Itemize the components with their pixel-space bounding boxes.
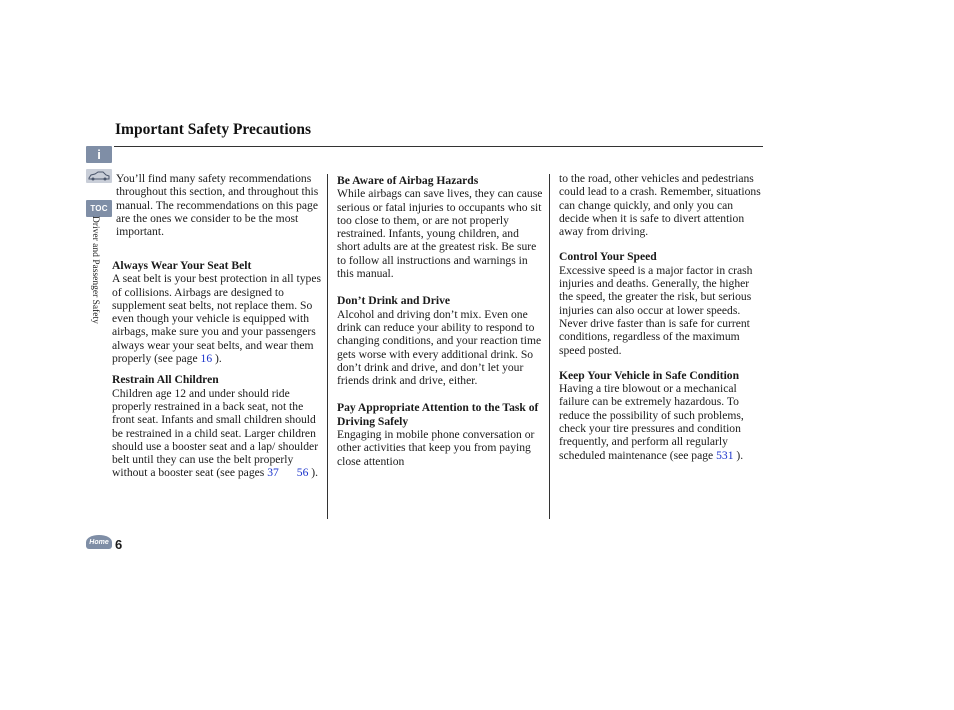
restrain-children-paragraph — [112, 387, 322, 480]
drink-paragraph: Alcohol and driving don’t mix. Even one drink can reduce your ability to respond to changing conditions, and your reaction time gets worse with every additional drink. So don’t drink and drive, and don’t let your friends drink and drive, either. — [337, 307, 542, 388]
seat-belt-end: ). — [212, 352, 222, 366]
vehicle-condition-paragraph — [559, 382, 765, 462]
restrain-children-heading: Restrain All Children — [112, 373, 219, 387]
attention-heading: Pay Appropriate Attention to the Task of Driving Safely — [337, 401, 539, 428]
home-label: Home — [89, 538, 109, 546]
toc-label: TOC — [90, 204, 108, 213]
seat-belt-text: A seat belt is your best protection in all types of collisions. Airbags are designed to supplement seat belts, not replace them. So even though your vehicle is equipped with airbags, make sure you and your passengers always wear your seat belts, and wear them properly (see page — [112, 272, 321, 366]
attention-continued: to the road, other vehicles and pedestrians could lead to a crash. Remember, situations can change quickly, and only you can decide when it is safe to divert attention away from driving. — [559, 172, 761, 239]
page-link-37[interactable]: 37 — [267, 466, 279, 480]
info-icon[interactable] — [86, 146, 112, 163]
section-label: Driver and Passenger Safety — [90, 216, 100, 324]
children-text: Children age 12 and under should ride properly restrained in a back seat, not the front seat. Infants and small children should be restrained in a child seat. Larger children should use a booster seat and a lap/ shoulder belt until they can use the belt properly without a booster seat (see pages — [112, 386, 319, 480]
seat-belt-paragraph — [112, 272, 322, 365]
title-divider — [114, 146, 763, 147]
vehicle-condition-heading: Keep Your Vehicle in Safe Condition — [559, 368, 740, 382]
info-glyph: i — [97, 147, 101, 162]
page-link-56[interactable]: 56 — [296, 466, 309, 480]
attention-paragraph: Engaging in mobile phone conversation or other activities that keep you from paying close attention — [337, 428, 535, 468]
column-divider-2 — [549, 174, 550, 519]
vehicle-end: ). — [733, 448, 744, 462]
page-number: 6 — [115, 537, 123, 552]
intro-paragraph: You’ll find many safety recommendations throughout this section, and throughout this manual. The recommendations on this page are the ones we consider to be the most important. — [116, 172, 319, 239]
drink-heading: Don’t Drink and Drive — [337, 294, 451, 308]
vehicle-text: Having a tire blowout or a mechanical failure can be extremely hazardous. To reduce the possibility of such problems, check your tire pressures and condition frequently, and perform all regularly scheduled maintenance (see page — [559, 382, 744, 462]
intro-text — [116, 172, 322, 238]
column-1 — [112, 259, 322, 480]
toc-button[interactable] — [86, 200, 112, 217]
page-link-16[interactable]: 16 — [200, 352, 213, 366]
speed-heading: Control Your Speed — [559, 250, 657, 264]
car-icon[interactable] — [86, 169, 112, 183]
home-button[interactable] — [86, 535, 112, 549]
page-link-531[interactable]: 531 — [716, 448, 734, 462]
column-divider-1 — [327, 174, 328, 519]
airbag-heading: Be Aware of Airbag Hazards — [337, 174, 479, 187]
column-3 — [559, 172, 765, 462]
children-end: ). — [308, 466, 319, 480]
car-silhouette-icon — [88, 171, 110, 181]
column-2 — [337, 174, 543, 468]
page-title: Important Safety Precautions — [115, 121, 312, 138]
airbag-paragraph: While airbags can save lives, they can cause serious or fatal injuries to occupants who sit too close to them, or are not properly restrained. Infants, young children, and short adults are at the greatest risk. Be sure to follow all instructions and warnings in this manual. — [337, 187, 543, 281]
seat-belt-heading: Always Wear Your Seat Belt — [112, 259, 252, 272]
speed-paragraph: Excessive speed is a major factor in crash injuries and deaths. Generally, the higher the speed, the greater the risk, but serious injuries can also occur at lower speeds. Never drive faster than is safe for current conditions, regardless of the maximum speed posted. — [559, 263, 753, 357]
